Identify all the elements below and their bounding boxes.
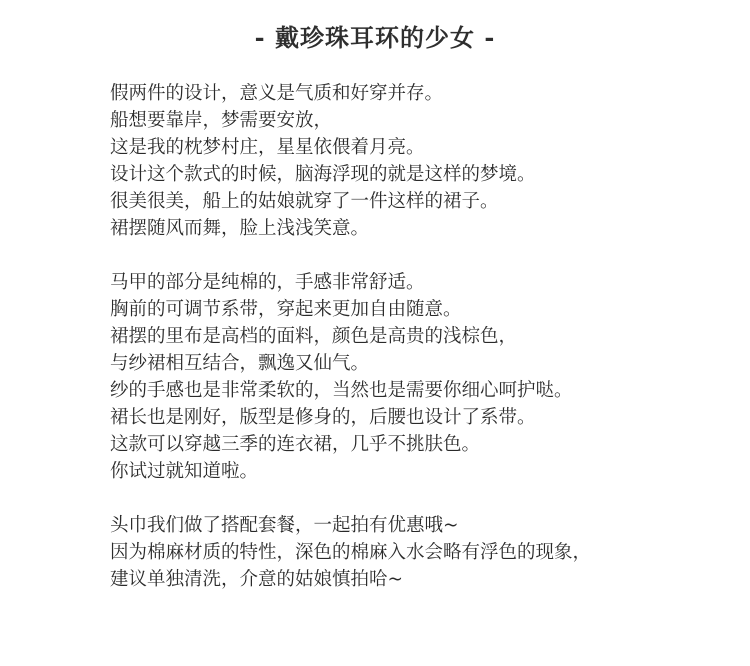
paragraph-care-notes <box>110 512 730 593</box>
text-line: 你试过就知道啦。 <box>110 461 259 482</box>
text-line: 建议单独清洗，介意的姑娘慎拍哈~ <box>110 569 404 590</box>
description-body <box>110 80 730 620</box>
text-line: 这是我的枕梦村庄，星星依偎着月亮。 <box>110 137 425 158</box>
text-line: 因为棉麻材质的特性，深色的棉麻入水会略有浮色的现象， <box>110 542 592 563</box>
text-line: 裙长也是刚好，版型是修身的，后腰也设计了系带。 <box>110 407 536 428</box>
paragraph-material <box>110 269 730 485</box>
paragraph-design <box>110 80 730 242</box>
text-line: 裙摆随风而舞，脸上浅浅笑意。 <box>110 218 370 239</box>
text-line: 船想要靠岸，梦需要安放， <box>110 110 333 131</box>
text-line: 设计这个款式的时候，脑海浮现的就是这样的梦境。 <box>110 164 536 185</box>
text-line: 胸前的可调节系带，穿起来更加自由随意。 <box>110 299 462 320</box>
text-line: 假两件的设计，意义是气质和好穿并存。 <box>110 83 444 104</box>
text-line: 马甲的部分是纯棉的，手感非常舒适。 <box>110 272 425 293</box>
text-line: 裙摆的里布是高档的面料，颜色是高贵的浅棕色， <box>110 326 518 347</box>
text-line: 与纱裙相互结合，飘逸又仙气。 <box>110 353 370 374</box>
page-title: - 戴珍珠耳环的少女 - <box>254 23 496 52</box>
text-line: 纱的手感也是非常柔软的，当然也是需要你细心呵护哒。 <box>110 380 573 401</box>
text-line: 头巾我们做了搭配套餐，一起拍有优惠哦~ <box>110 515 459 536</box>
text-line: 这款可以穿越三季的连衣裙，几乎不挑肤色。 <box>110 434 481 455</box>
text-line: 很美很美，船上的姑娘就穿了一件这样的裙子。 <box>110 191 499 212</box>
